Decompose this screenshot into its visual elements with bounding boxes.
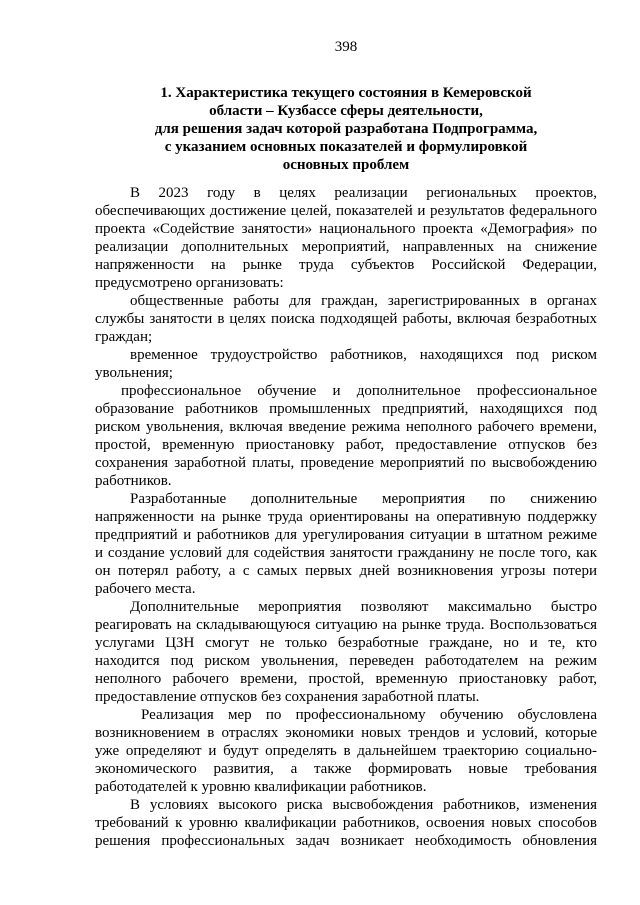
body-line: сохранения заработной платы, проведение мероприятий по высвобождению	[95, 455, 597, 471]
section-heading-line: области – Кузбассе сферы деятельности,	[209, 103, 483, 119]
body-line: напряженности на рынке труда субъектов Российской Федерации,	[95, 257, 597, 273]
body-line: Дополнительные мероприятия позволяют максимально быстро	[130, 599, 597, 615]
body-line: он потерял работу, а с самых первых дней возникновения угрозы потери	[95, 563, 597, 579]
body-line: предоставление отпусков без сохранения заработной платы.	[95, 689, 480, 705]
body-line: предусмотрено организовать:	[95, 275, 284, 291]
body-line: службы занятости в целях поиска подходящей работы, включая безработных	[95, 311, 597, 327]
body-line: проекта «Содействие занятости» национального проекта «Демография» по	[95, 221, 597, 237]
body-line: образование работников промышленных предприятий, находящихся под	[95, 401, 597, 417]
body-line: уже определяют и будут определять в дальнейшем траекторию социально-	[95, 743, 597, 759]
body-line: профессиональное обучение и дополнительное профессиональное	[121, 383, 597, 399]
paragraph	[95, 598, 597, 706]
body-line: риском увольнения, включая введение режима неполного рабочего времени,	[95, 419, 597, 435]
body-text	[95, 184, 597, 850]
body-line: работодателей к уровню квалификации работников.	[95, 779, 427, 795]
paragraph	[95, 490, 597, 598]
section-heading-line: 1. Характеристика текущего состояния в Кемеровской	[160, 85, 532, 101]
body-line: простой, временную приостановку работ, предоставление отпусков без	[95, 437, 597, 453]
section-heading	[95, 84, 597, 174]
body-line: В 2023 году в целях реализации региональных проектов,	[130, 185, 597, 201]
body-line: и создание условий для содействия занятости гражданину не после того, как	[95, 545, 597, 561]
paragraph	[95, 292, 597, 346]
section-heading-line: с указанием основных показателей и формулировкой	[164, 139, 528, 155]
body-line: предприятий и работников для урегулирования ситуации в штатном режиме	[95, 527, 597, 543]
body-line: реагировать на складывающуюся ситуацию на рынке труда. Воспользоваться	[95, 617, 597, 633]
paragraph	[95, 346, 597, 382]
body-line: рабочего места.	[95, 581, 196, 597]
body-line: экономического развития, а также формировать новые требования	[95, 761, 597, 777]
body-line: напряженности на рынке труда ориентированы на оперативную поддержку	[95, 509, 597, 525]
body-line: Реализация мер по профессиональному обучению обусловлена	[141, 707, 597, 723]
paragraph	[95, 796, 597, 850]
body-line: В условиях высокого риска высвобождения работников, изменения	[130, 797, 597, 813]
section-heading-line: основных проблем	[282, 157, 410, 173]
paragraph	[95, 382, 597, 490]
body-line: работников.	[95, 473, 172, 489]
body-line: требований к уровню квалификации работников, освоения новых способов	[95, 815, 597, 831]
body-line: реализации дополнительных мероприятий, направленных на снижение	[95, 239, 597, 255]
paragraph	[95, 706, 597, 796]
body-line: общественные работы для граждан, зарегистрированных в органах	[130, 293, 597, 309]
body-line: увольнения;	[95, 365, 173, 381]
paragraph	[95, 184, 597, 292]
body-line: находится под риском увольнения, переведен работодателем на режим	[95, 653, 597, 669]
section-heading-line: для решения задач которой разработана Подпрограмма,	[154, 121, 538, 137]
body-line: услугами ЦЗН смогут не только безработные граждане, но и те, кто	[95, 635, 597, 651]
page-number: 398	[334, 39, 358, 55]
body-line: временное трудоустройство работников, находящихся под риском	[130, 347, 597, 363]
body-line: неполного рабочего времени, простой, временную приостановку работ,	[95, 671, 597, 687]
body-line: Разработанные дополнительные мероприятия по снижению	[130, 491, 597, 507]
body-line: решения профессиональных задач возникает необходимость обновления	[95, 833, 597, 849]
body-line: граждан;	[95, 329, 153, 345]
body-line: обеспечивающих достижение целей, показателей и результатов федерального	[95, 203, 597, 219]
body-line: возникновением в отраслях экономики новых трендов и условий, которые	[95, 725, 597, 741]
